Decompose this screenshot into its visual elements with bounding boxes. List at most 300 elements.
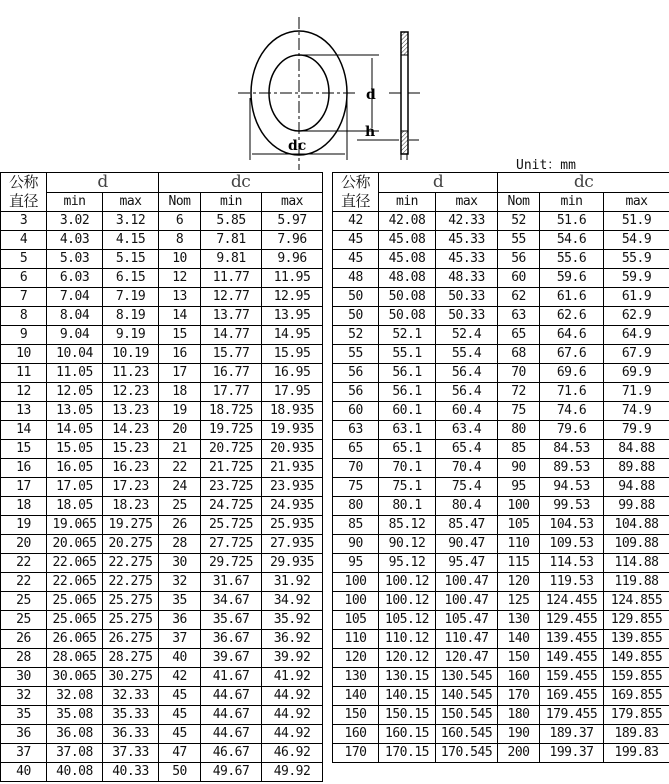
dc-max-cell: 61.9 — [604, 288, 669, 307]
dc-nom-cell: 24 — [159, 478, 201, 497]
d-min-cell: 42.08 — [379, 212, 436, 231]
dc-nom-cell: 85 — [498, 440, 540, 459]
d-max-cell: 95.47 — [436, 554, 498, 573]
dc-nom-cell: 13 — [159, 288, 201, 307]
dc-min-cell: 55.6 — [540, 250, 604, 269]
d-max-cell: 25.275 — [103, 592, 159, 611]
dc-max-cell: 67.9 — [604, 345, 669, 364]
dc-nom-cell: 10 — [159, 250, 201, 269]
dc-min-cell: 69.6 — [540, 364, 604, 383]
nominal-diameter-cell: 80 — [333, 497, 379, 516]
dc-nom-cell: 110 — [498, 535, 540, 554]
nominal-diameter-cell: 3 — [1, 212, 47, 231]
d-max-cell: 40.33 — [103, 763, 159, 782]
d-max-cell: 65.4 — [436, 440, 498, 459]
dc-nom-cell: 12 — [159, 269, 201, 288]
dc-max-cell: 179.855 — [604, 706, 669, 725]
nominal-diameter-cell: 140 — [333, 687, 379, 706]
d-max-cell: 170.545 — [436, 744, 498, 763]
d-header: d — [379, 173, 498, 193]
nominal-diameter-cell: 8 — [1, 307, 47, 326]
dc-nom-cell: 19 — [159, 402, 201, 421]
dc-min-cell: 51.6 — [540, 212, 604, 231]
dc-nom-cell: 125 — [498, 592, 540, 611]
nominal-diameter-cell: 42 — [333, 212, 379, 231]
dc-min-cell: 19.725 — [201, 421, 262, 440]
dc-max-cell: 129.855 — [604, 611, 669, 630]
dc-nom-cell: 16 — [159, 345, 201, 364]
nominal-diameter-cell: 70 — [333, 459, 379, 478]
table-row — [1, 364, 323, 383]
d-max-cell: 50.33 — [436, 307, 498, 326]
dc-max-cell: 84.88 — [604, 440, 669, 459]
dc-max-cell: 15.95 — [262, 345, 323, 364]
dc-nom-header: Nom — [498, 192, 540, 212]
dc-max-cell: 74.9 — [604, 402, 669, 421]
d-max-cell: 7.19 — [103, 288, 159, 307]
dc-min-cell: 179.455 — [540, 706, 604, 725]
d-min-cell: 105.12 — [379, 611, 436, 630]
table-row — [1, 725, 323, 744]
dc-nom-cell: 75 — [498, 402, 540, 421]
dc-nom-cell: 21 — [159, 440, 201, 459]
dc-max-cell: 12.95 — [262, 288, 323, 307]
d-min-cell: 26.065 — [47, 630, 103, 649]
table-row — [333, 592, 669, 611]
dc-max-cell: 119.88 — [604, 573, 669, 592]
nominal-diameter-cell: 35 — [1, 706, 47, 725]
dc-max-cell: 71.9 — [604, 383, 669, 402]
d-min-cell: 22.065 — [47, 573, 103, 592]
d-min-cell: 50.08 — [379, 307, 436, 326]
dc-max-cell: 199.83 — [604, 744, 669, 763]
d-max-cell: 32.33 — [103, 687, 159, 706]
dc-max-cell: 9.96 — [262, 250, 323, 269]
dc-header: dc — [159, 173, 323, 193]
nominal-diameter-cell: 85 — [333, 516, 379, 535]
d-min-cell: 12.05 — [47, 383, 103, 402]
table-row — [333, 307, 669, 326]
dc-min-cell: 11.77 — [201, 269, 262, 288]
table-row — [333, 573, 669, 592]
d-max-cell: 100.47 — [436, 592, 498, 611]
dc-min-cell: 67.6 — [540, 345, 604, 364]
dc-nom-cell: 170 — [498, 687, 540, 706]
d-min-cell: 70.1 — [379, 459, 436, 478]
d-min-cell: 25.065 — [47, 611, 103, 630]
dc-min-cell: 16.77 — [201, 364, 262, 383]
d-min-cell: 14.05 — [47, 421, 103, 440]
dc-max-cell: 27.935 — [262, 535, 323, 554]
dc-min-cell: 13.77 — [201, 307, 262, 326]
d-min-cell: 9.04 — [47, 326, 103, 345]
d-min-cell: 13.05 — [47, 402, 103, 421]
nominal-diameter-cell: 45 — [333, 250, 379, 269]
dc-max-cell: 79.9 — [604, 421, 669, 440]
d-min-cell: 8.04 — [47, 307, 103, 326]
dc-min-cell: 44.67 — [201, 687, 262, 706]
nominal-diameter-cell: 22 — [1, 573, 47, 592]
nominal-diameter-cell: 105 — [333, 611, 379, 630]
d-min-cell: 60.1 — [379, 402, 436, 421]
dc-min-cell: 36.67 — [201, 630, 262, 649]
nominal-diameter-cell: 20 — [1, 535, 47, 554]
d-max-cell: 6.15 — [103, 269, 159, 288]
dc-min-cell: 119.53 — [540, 573, 604, 592]
d-max-cell: 35.33 — [103, 706, 159, 725]
dc-nom-cell: 130 — [498, 611, 540, 630]
dc-max-cell: 39.92 — [262, 649, 323, 668]
nominal-diameter-cell: 100 — [333, 573, 379, 592]
table-row — [1, 326, 323, 345]
d-min-cell: 63.1 — [379, 421, 436, 440]
d-max-cell: 56.4 — [436, 364, 498, 383]
nominal-diameter-cell: 12 — [1, 383, 47, 402]
table-row — [333, 535, 669, 554]
dc-max-cell: 59.9 — [604, 269, 669, 288]
d-min-cell: 48.08 — [379, 269, 436, 288]
table-row — [333, 459, 669, 478]
table-row — [1, 649, 323, 668]
dc-max-cell: 109.88 — [604, 535, 669, 554]
side-view — [401, 32, 408, 154]
d-max-cell: 50.33 — [436, 288, 498, 307]
d-min-cell: 55.1 — [379, 345, 436, 364]
nominal-diameter-cell: 10 — [1, 345, 47, 364]
unit-label: Unit：mm — [516, 158, 576, 173]
dc-min-cell: 129.455 — [540, 611, 604, 630]
dc-nom-cell: 140 — [498, 630, 540, 649]
dc-max-cell: 35.92 — [262, 611, 323, 630]
dc-max-cell: 31.92 — [262, 573, 323, 592]
table-row — [1, 535, 323, 554]
dc-nom-cell: 190 — [498, 725, 540, 744]
dc-min-cell: 59.6 — [540, 269, 604, 288]
d-max-cell: 4.15 — [103, 231, 159, 250]
dc-min-cell: 169.455 — [540, 687, 604, 706]
table-row — [1, 250, 323, 269]
dc-min-cell: 159.455 — [540, 668, 604, 687]
dc-max-cell: 7.96 — [262, 231, 323, 250]
dc-max-cell: 41.92 — [262, 668, 323, 687]
dc-nom-cell: 72 — [498, 383, 540, 402]
dc-min-cell: 31.67 — [201, 573, 262, 592]
dc-min-cell: 79.6 — [540, 421, 604, 440]
d-min-cell: 7.04 — [47, 288, 103, 307]
table-row — [333, 288, 669, 307]
dc-min-cell: 9.81 — [201, 250, 262, 269]
dc-nom-cell: 32 — [159, 573, 201, 592]
d-min-cell: 130.15 — [379, 668, 436, 687]
nominal-diameter-cell: 13 — [1, 402, 47, 421]
dc-min-cell: 109.53 — [540, 535, 604, 554]
table-row — [1, 212, 323, 231]
table-row — [1, 516, 323, 535]
table-row — [333, 706, 669, 725]
d-min-header: min — [379, 192, 436, 212]
nominal-diameter-cell: 45 — [333, 231, 379, 250]
d-min-cell: 65.1 — [379, 440, 436, 459]
nominal-diameter-cell: 95 — [333, 554, 379, 573]
dc-max-cell: 20.935 — [262, 440, 323, 459]
nominal-diameter-cell: 7 — [1, 288, 47, 307]
dc-nom-cell: 105 — [498, 516, 540, 535]
dc-max-cell: 29.935 — [262, 554, 323, 573]
dc-max-cell: 14.95 — [262, 326, 323, 345]
nominal-diameter-cell: 14 — [1, 421, 47, 440]
dc-min-cell: 12.77 — [201, 288, 262, 307]
nominal-diameter-cell: 150 — [333, 706, 379, 725]
d-min-cell: 150.15 — [379, 706, 436, 725]
dc-min-cell: 24.725 — [201, 497, 262, 516]
dc-max-cell: 99.88 — [604, 497, 669, 516]
dc-max-cell: 34.92 — [262, 592, 323, 611]
dc-min-cell: 49.67 — [201, 763, 262, 782]
d-min-cell: 80.1 — [379, 497, 436, 516]
d-max-cell: 15.23 — [103, 440, 159, 459]
dc-min-header: min — [201, 192, 262, 212]
table-row — [1, 307, 323, 326]
nominal-diameter-cell: 5 — [1, 250, 47, 269]
dc-nom-cell: 150 — [498, 649, 540, 668]
d-max-cell: 16.23 — [103, 459, 159, 478]
dc-nom-cell: 25 — [159, 497, 201, 516]
dc-min-cell: 114.53 — [540, 554, 604, 573]
d-min-cell: 25.065 — [47, 592, 103, 611]
table-row — [1, 668, 323, 687]
d-max-cell: 80.4 — [436, 497, 498, 516]
d-min-cell: 56.1 — [379, 364, 436, 383]
dc-nom-cell: 115 — [498, 554, 540, 573]
dc-max-cell: 17.95 — [262, 383, 323, 402]
dc-max-cell: 104.88 — [604, 516, 669, 535]
dc-nom-cell: 45 — [159, 706, 201, 725]
d-max-cell: 160.545 — [436, 725, 498, 744]
washer-table-left — [0, 172, 323, 782]
nominal-diameter-cell: 37 — [1, 744, 47, 763]
d-max-cell: 3.12 — [103, 212, 159, 231]
dc-max-cell: 44.92 — [262, 725, 323, 744]
nominal-diameter-header: 公称 直径 — [333, 173, 379, 212]
d-min-cell: 28.065 — [47, 649, 103, 668]
dc-min-cell: 94.53 — [540, 478, 604, 497]
dc-max-cell: 49.92 — [262, 763, 323, 782]
d-min-cell: 30.065 — [47, 668, 103, 687]
d-min-cell: 95.12 — [379, 554, 436, 573]
table-row — [1, 269, 323, 288]
dc-max-cell: 23.935 — [262, 478, 323, 497]
dc-max-cell: 64.9 — [604, 326, 669, 345]
dc-max-cell: 189.83 — [604, 725, 669, 744]
dc-header: dc — [498, 173, 669, 193]
nominal-diameter-cell: 75 — [333, 478, 379, 497]
nominal-diameter-cell: 170 — [333, 744, 379, 763]
d-max-cell: 8.19 — [103, 307, 159, 326]
dc-nom-cell: 80 — [498, 421, 540, 440]
d-max-cell: 28.275 — [103, 649, 159, 668]
dc-min-cell: 84.53 — [540, 440, 604, 459]
nominal-diameter-cell: 52 — [333, 326, 379, 345]
dc-min-cell: 41.67 — [201, 668, 262, 687]
dc-nom-cell: 200 — [498, 744, 540, 763]
dc-max-header: max — [604, 192, 669, 212]
dc-min-cell: 44.67 — [201, 706, 262, 725]
dc-min-cell: 15.77 — [201, 345, 262, 364]
table-row — [333, 402, 669, 421]
d-min-cell: 32.08 — [47, 687, 103, 706]
table-row — [333, 383, 669, 402]
dc-min-cell: 29.725 — [201, 554, 262, 573]
dc-nom-cell: 18 — [159, 383, 201, 402]
d-min-cell: 100.12 — [379, 592, 436, 611]
dc-nom-cell: 14 — [159, 307, 201, 326]
d-header: d — [47, 173, 159, 193]
dc-min-cell: 62.6 — [540, 307, 604, 326]
nominal-diameter-cell: 9 — [1, 326, 47, 345]
d-max-cell: 42.33 — [436, 212, 498, 231]
dc-min-cell: 34.67 — [201, 592, 262, 611]
nominal-diameter-cell: 36 — [1, 725, 47, 744]
d-max-cell: 75.4 — [436, 478, 498, 497]
dc-nom-cell: 100 — [498, 497, 540, 516]
dc-max-cell: 169.855 — [604, 687, 669, 706]
dc-nom-cell: 22 — [159, 459, 201, 478]
d-min-cell: 15.05 — [47, 440, 103, 459]
table-row — [1, 592, 323, 611]
nominal-diameter-cell: 4 — [1, 231, 47, 250]
d-min-cell: 16.05 — [47, 459, 103, 478]
dc-max-cell: 159.855 — [604, 668, 669, 687]
nominal-diameter-cell: 110 — [333, 630, 379, 649]
dc-nom-cell: 68 — [498, 345, 540, 364]
d-max-cell: 14.23 — [103, 421, 159, 440]
dc-nom-cell: 42 — [159, 668, 201, 687]
d-min-cell: 110.12 — [379, 630, 436, 649]
dc-nom-cell: 65 — [498, 326, 540, 345]
nominal-diameter-cell: 65 — [333, 440, 379, 459]
table-row — [1, 630, 323, 649]
nominal-diameter-cell: 25 — [1, 611, 47, 630]
dc-min-cell: 21.725 — [201, 459, 262, 478]
table-row — [333, 649, 669, 668]
dc-min-cell: 149.455 — [540, 649, 604, 668]
d-min-cell: 52.1 — [379, 326, 436, 345]
dc-min-cell: 14.77 — [201, 326, 262, 345]
d-max-cell: 12.23 — [103, 383, 159, 402]
dc-nom-cell: 62 — [498, 288, 540, 307]
table-row — [333, 345, 669, 364]
dc-max-cell: 13.95 — [262, 307, 323, 326]
dc-min-cell: 17.77 — [201, 383, 262, 402]
nominal-diameter-cell: 160 — [333, 725, 379, 744]
table-row — [333, 212, 669, 231]
table-row — [333, 421, 669, 440]
dc-nom-cell: 70 — [498, 364, 540, 383]
d-min-cell: 18.05 — [47, 497, 103, 516]
dc-max-cell: 46.92 — [262, 744, 323, 763]
d-max-cell: 130.545 — [436, 668, 498, 687]
table-row — [333, 326, 669, 345]
d-max-cell: 120.47 — [436, 649, 498, 668]
dc-nom-cell: 55 — [498, 231, 540, 250]
d-min-cell: 36.08 — [47, 725, 103, 744]
d-max-cell: 140.545 — [436, 687, 498, 706]
nominal-diameter-cell: 55 — [333, 345, 379, 364]
table-row — [333, 611, 669, 630]
d-min-cell: 5.03 — [47, 250, 103, 269]
dc-min-cell: 5.85 — [201, 212, 262, 231]
table-row — [1, 478, 323, 497]
d-min-cell: 56.1 — [379, 383, 436, 402]
dc-min-cell: 189.37 — [540, 725, 604, 744]
dc-nom-cell: 28 — [159, 535, 201, 554]
d-max-cell: 13.23 — [103, 402, 159, 421]
dc-nom-cell: 52 — [498, 212, 540, 231]
dc-min-cell: 35.67 — [201, 611, 262, 630]
nominal-diameter-cell: 90 — [333, 535, 379, 554]
d-min-cell: 3.02 — [47, 212, 103, 231]
dc-min-cell: 74.6 — [540, 402, 604, 421]
d-min-cell: 160.15 — [379, 725, 436, 744]
d-min-header: min — [47, 192, 103, 212]
dc-max-cell: 16.95 — [262, 364, 323, 383]
dc-nom-cell: 40 — [159, 649, 201, 668]
table-row — [333, 497, 669, 516]
dc-max-cell: 94.88 — [604, 478, 669, 497]
dc-min-cell: 44.67 — [201, 725, 262, 744]
table-row — [1, 383, 323, 402]
dc-min-cell: 99.53 — [540, 497, 604, 516]
d-max-header: max — [436, 192, 498, 212]
table-row — [333, 478, 669, 497]
dc-min-cell: 20.725 — [201, 440, 262, 459]
d-min-cell: 37.08 — [47, 744, 103, 763]
d-min-cell: 40.08 — [47, 763, 103, 782]
d-min-cell: 6.03 — [47, 269, 103, 288]
nominal-diameter-cell: 15 — [1, 440, 47, 459]
d-min-cell: 120.12 — [379, 649, 436, 668]
table-row — [1, 573, 323, 592]
nominal-diameter-cell: 11 — [1, 364, 47, 383]
dc-nom-cell: 6 — [159, 212, 201, 231]
dc-nom-cell: 26 — [159, 516, 201, 535]
table-row — [1, 763, 323, 782]
nominal-diameter-cell: 56 — [333, 383, 379, 402]
d-max-cell: 9.19 — [103, 326, 159, 345]
table-row — [1, 231, 323, 250]
table-row — [333, 687, 669, 706]
d-max-cell: 150.545 — [436, 706, 498, 725]
d-max-cell: 85.47 — [436, 516, 498, 535]
dc-max-cell: 21.935 — [262, 459, 323, 478]
d-min-cell: 10.04 — [47, 345, 103, 364]
nominal-diameter-cell: 17 — [1, 478, 47, 497]
table-row — [1, 497, 323, 516]
d-min-cell: 100.12 — [379, 573, 436, 592]
nominal-diameter-cell: 16 — [1, 459, 47, 478]
dc-nom-cell: 35 — [159, 592, 201, 611]
nominal-diameter-cell: 130 — [333, 668, 379, 687]
table-row — [333, 744, 669, 763]
table-row — [1, 421, 323, 440]
table-row — [333, 630, 669, 649]
table-row — [1, 402, 323, 421]
dc-max-cell: 62.9 — [604, 307, 669, 326]
table-row — [333, 269, 669, 288]
dc-max-cell: 139.855 — [604, 630, 669, 649]
nominal-diameter-cell: 18 — [1, 497, 47, 516]
d-max-cell: 37.33 — [103, 744, 159, 763]
